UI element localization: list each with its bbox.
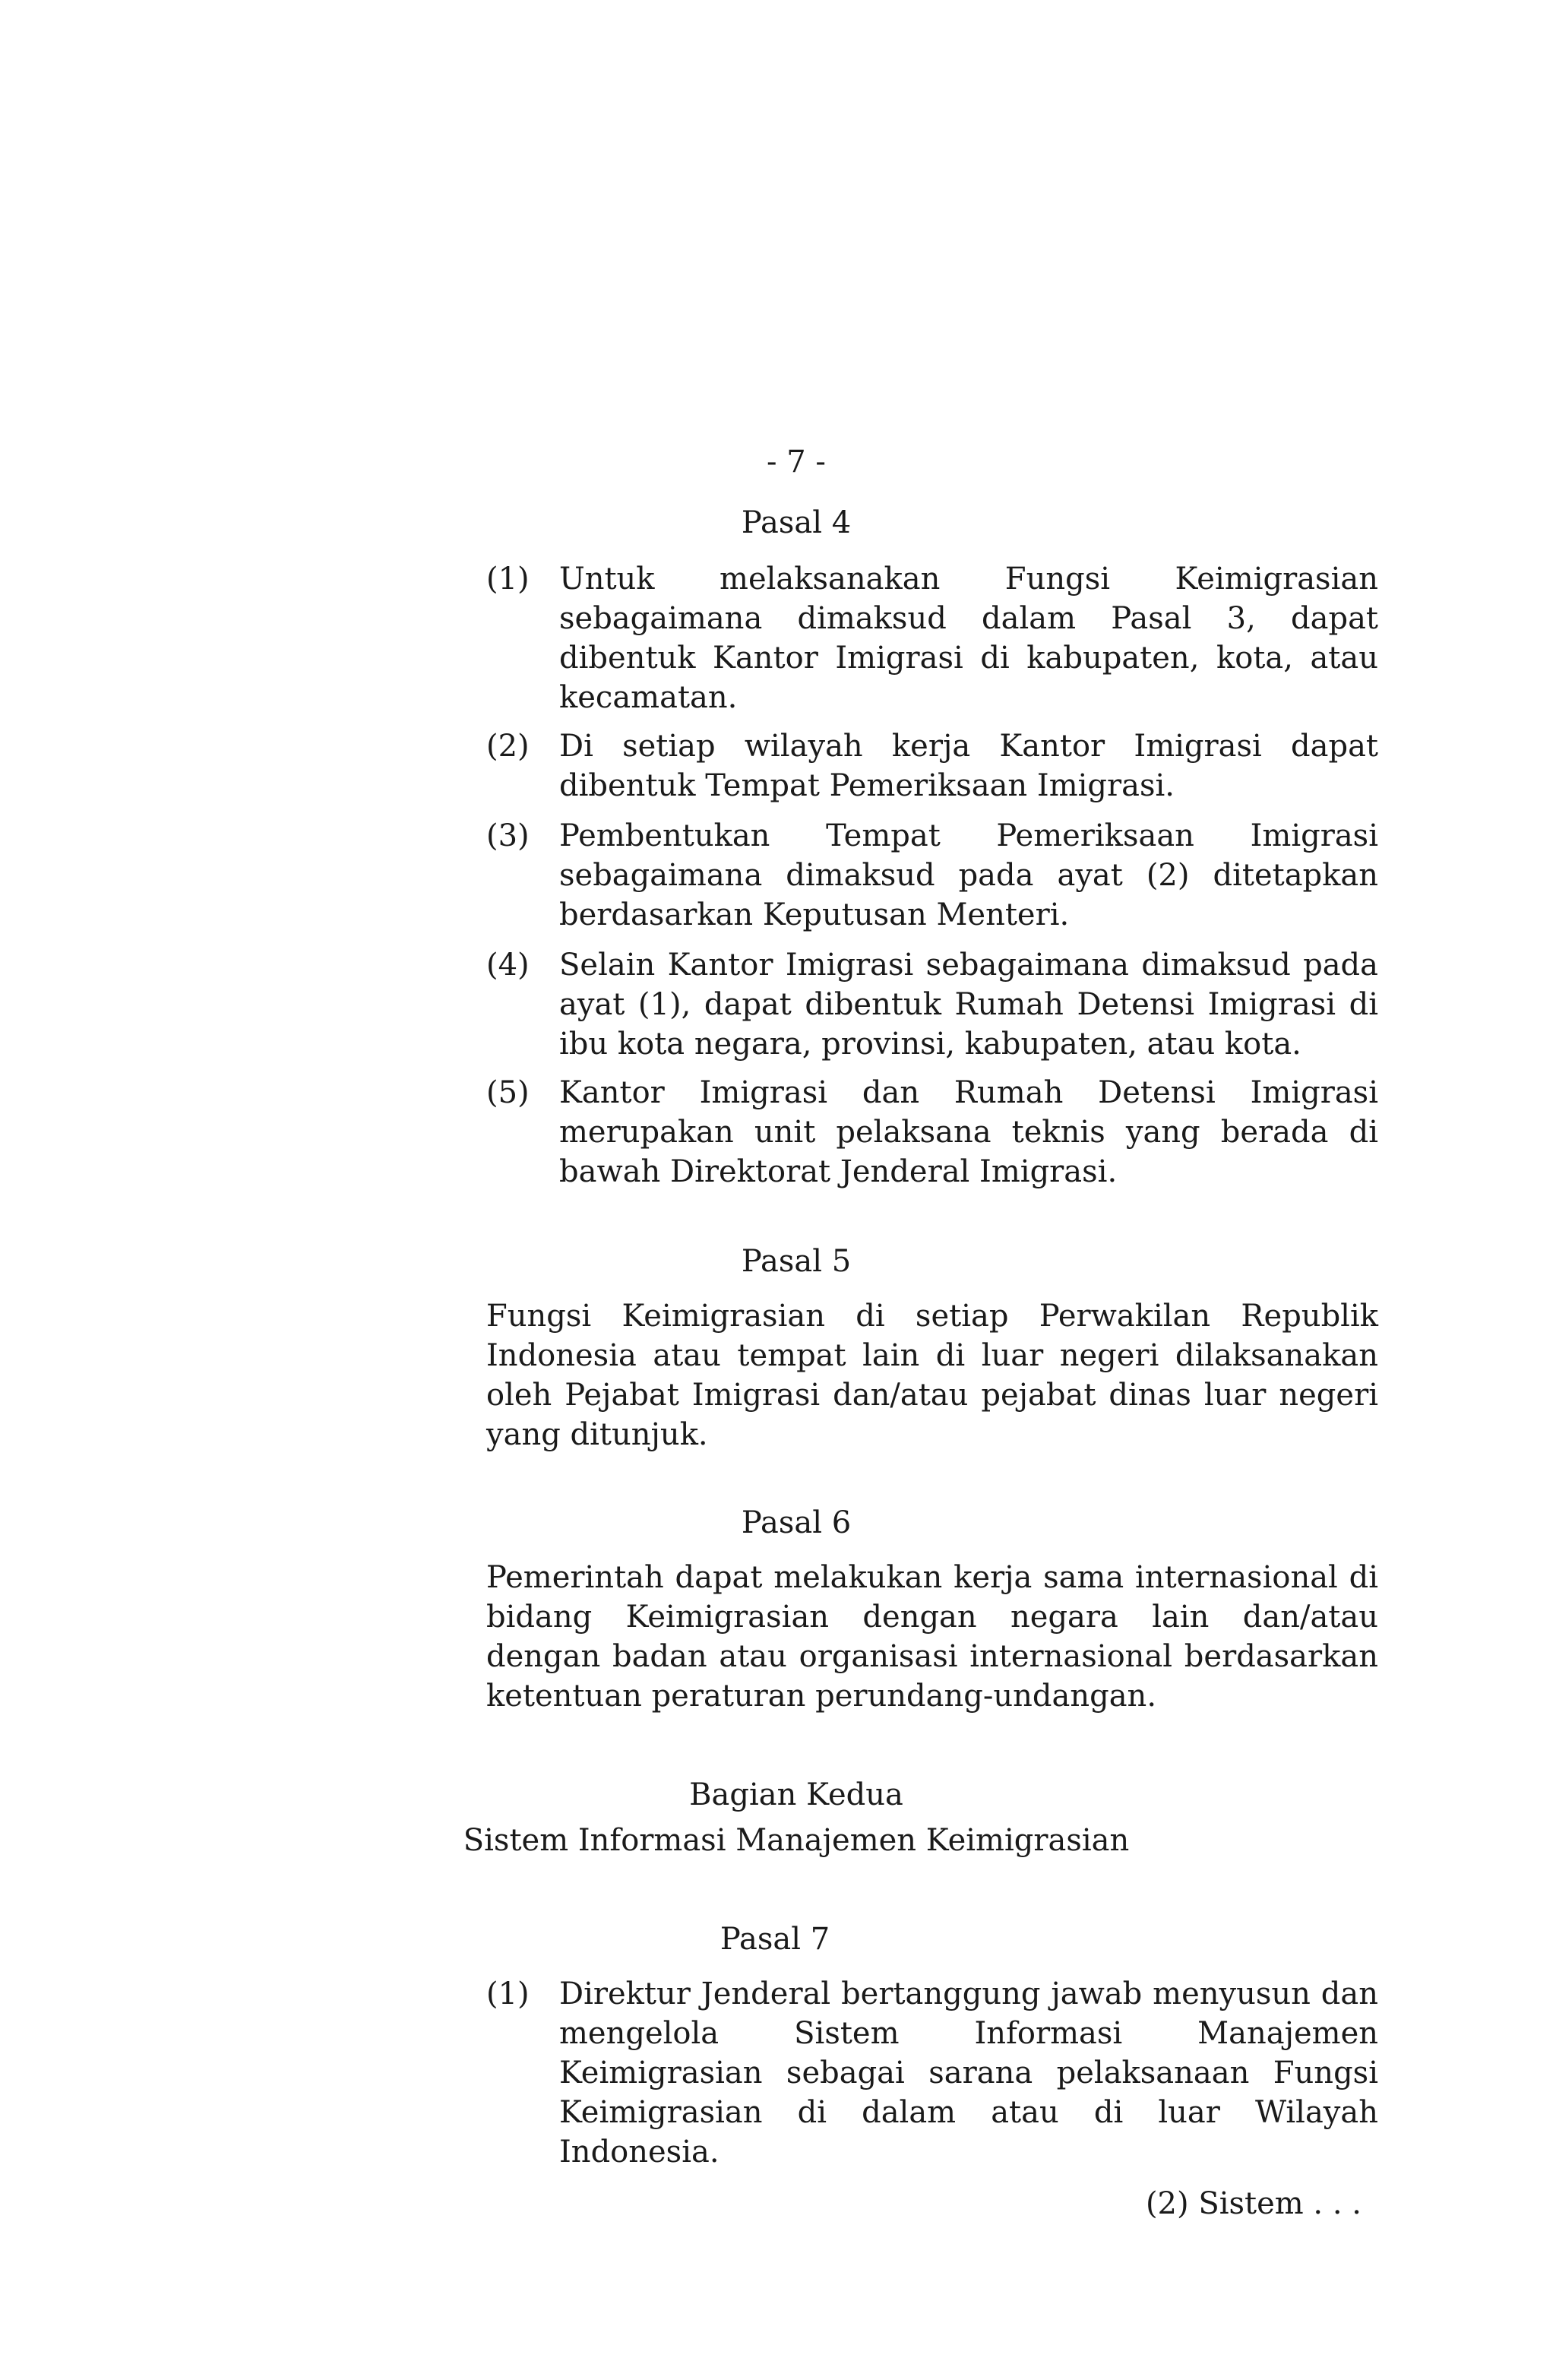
item-number: (1)	[486, 562, 530, 597]
pasal-6-heading: Pasal 6	[741, 1505, 852, 1540]
pasal-4-item	[486, 816, 1378, 935]
item-text: Di setiap wilayah kerja Kantor Imigrasi dapat dibentuk Tempat Pemeriksaan Imigrasi.	[559, 729, 1378, 803]
pasal-4-item	[486, 945, 1378, 1064]
continuation-marker: (2) Sistem . . .	[1145, 2186, 1362, 2221]
item-text: Selain Kantor Imigrasi sebagaimana dimaksud pada ayat (1), dapat dibentuk Rumah Detensi Imigrasi di ibu kota negara, provinsi, kabupaten, atau kota.	[559, 948, 1378, 1062]
pasal-4-item	[486, 559, 1378, 717]
page-number: - 7 -	[767, 445, 826, 479]
pasal-4-item	[486, 726, 1378, 805]
pasal-5-heading: Pasal 5	[741, 1244, 852, 1279]
item-text: Pembentukan Tempat Pemeriksaan Imigrasi sebagaimana dimaksud pada ayat (2) ditetapkan berdasarkan Keputusan Menteri.	[559, 818, 1378, 932]
item-number: (1)	[486, 1976, 530, 2011]
item-number: (2)	[486, 729, 530, 764]
section-title: Bagian Kedua	[689, 1777, 903, 1812]
item-text: Direktur Jenderal bertanggung jawab menyusun dan mengelola Sistem Informasi Manajemen Keimigrasian sebagai sarana pelaksanaan Fungsi Keimigrasian di dalam atau di luar Wilayah Indonesia.	[559, 1976, 1378, 2170]
item-text: Untuk melaksanakan Fungsi Keimigrasian sebagaimana dimaksud dalam Pasal 3, dapat dibentuk Kantor Imigrasi di kabupaten, kota, atau kecamatan.	[559, 562, 1378, 715]
item-number: (4)	[486, 948, 530, 983]
item-number: (3)	[486, 818, 530, 853]
pasal-6-text: Pemerintah dapat melakukan kerja sama internasional di bidang Keimigrasian dengan negara lain dan/atau dengan badan atau organisasi internasional berdasarkan ketentuan peraturan perundang-undangan.	[486, 1560, 1378, 1714]
item-text: Kantor Imigrasi dan Rumah Detensi Imigrasi merupakan unit pelaksana teknis yang berada di bawah Direktorat Jenderal Imigrasi.	[559, 1075, 1378, 1189]
item-number: (5)	[486, 1075, 530, 1110]
pasal-7-heading: Pasal 7	[719, 1922, 830, 1957]
pasal-7-item	[486, 1974, 1378, 2172]
pasal-4-heading: Pasal 4	[741, 505, 852, 540]
pasal-4-item	[486, 1073, 1378, 1192]
section-subtitle: Sistem Informasi Manajemen Keimigrasian	[463, 1823, 1130, 1858]
pasal-5-text: Fungsi Keimigrasian di setiap Perwakilan Republik Indonesia atau tempat lain di luar negeri dilaksanakan oleh Pejabat Imigrasi dan/atau pejabat dinas luar negeri yang ditunjuk.	[486, 1299, 1378, 1452]
